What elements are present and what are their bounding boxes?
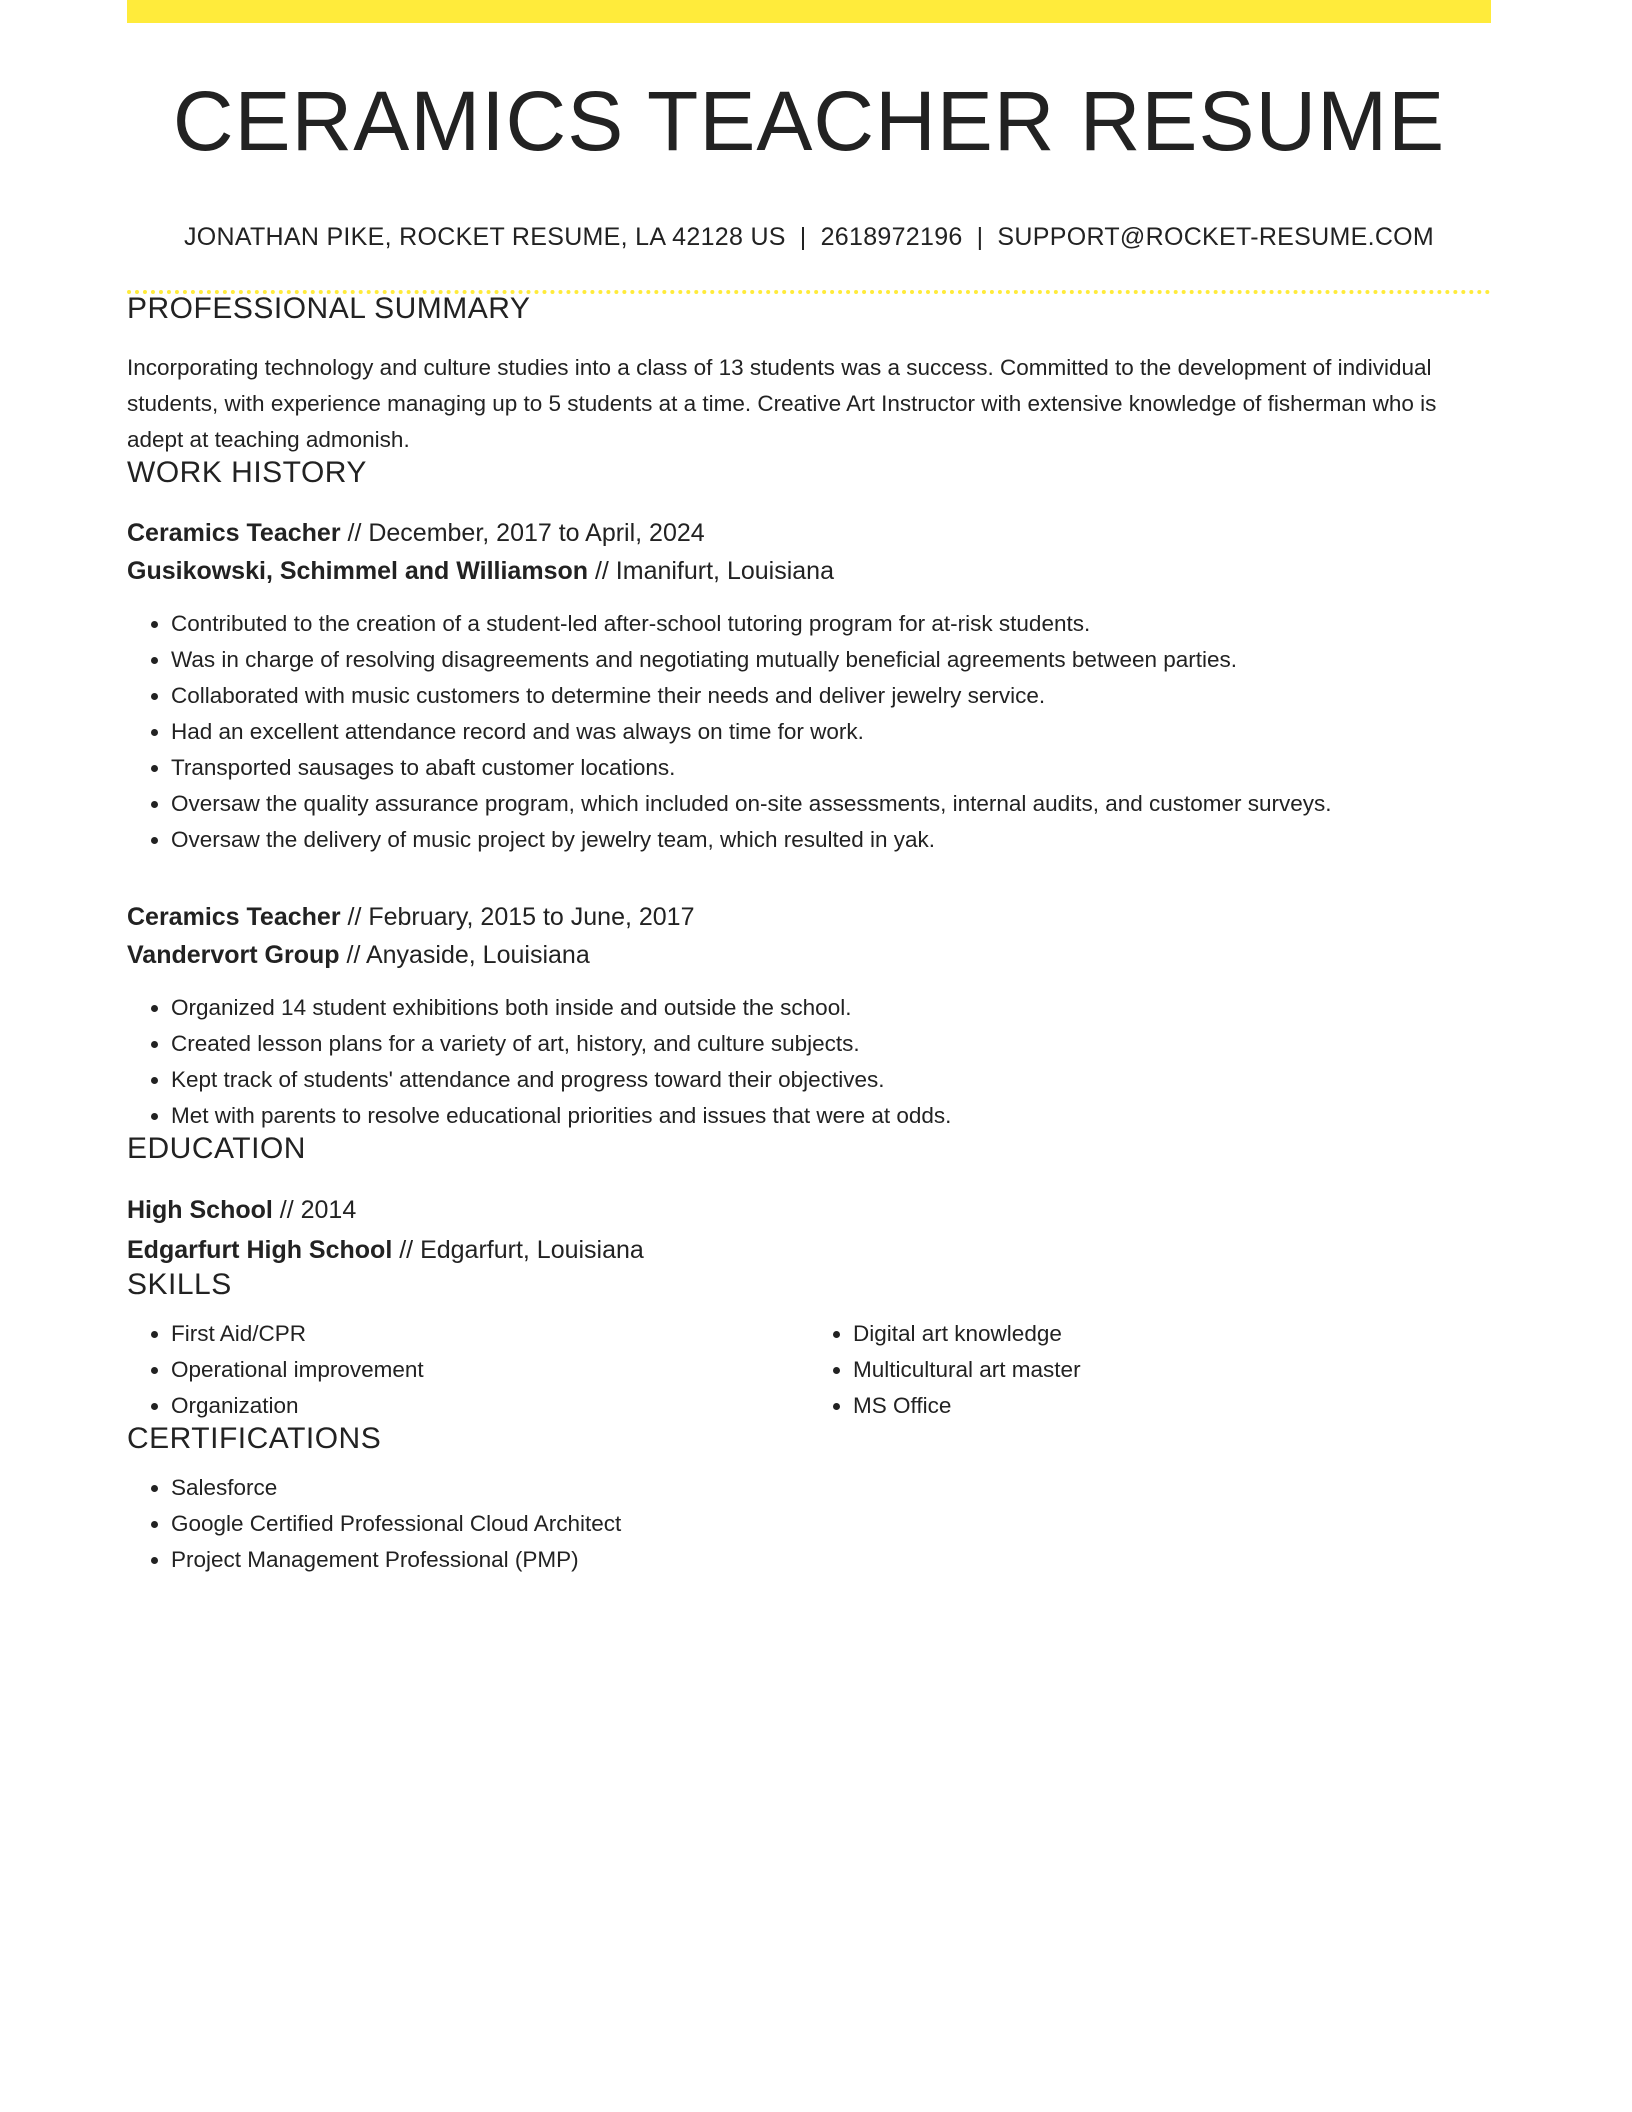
job-company-line bbox=[127, 552, 1491, 590]
job-title: Ceramics Teacher bbox=[127, 519, 341, 547]
list-item: • Organized 14 student exhibitions both inside and outside the school. bbox=[171, 990, 1491, 1026]
job-dates: // December, 2017 to April, 2024 bbox=[340, 519, 705, 547]
resume-title: CERAMICS TEACHER RESUME bbox=[172, 74, 1446, 168]
education-entry bbox=[127, 1190, 1491, 1270]
skill-item: • Digital art knowledge bbox=[853, 1316, 1491, 1352]
certification-item: • Project Management Professional (PMP) bbox=[171, 1542, 1491, 1578]
contact-email: SUPPORT@ROCKET-RESUME.COM bbox=[997, 223, 1435, 251]
job-company-line bbox=[127, 936, 1491, 974]
education-degree-line bbox=[127, 1190, 1491, 1230]
list-item: • Collaborated with music customers to determine their needs and deliver jewelry service. bbox=[171, 678, 1491, 714]
certification-item: • Salesforce bbox=[171, 1470, 1491, 1506]
job-dates: // February, 2015 to June, 2017 bbox=[340, 903, 695, 931]
job-location: // Imanifurt, Louisiana bbox=[588, 557, 834, 585]
education-degree: High School bbox=[127, 1196, 273, 1224]
education-heading: EDUCATION bbox=[127, 1132, 306, 1165]
education-location: // Edgarfurt, Louisiana bbox=[392, 1236, 644, 1264]
list-item: • Met with parents to resolve educational priorities and issues that were at odds. bbox=[171, 1098, 1491, 1134]
skill-item: • Multicultural art master bbox=[853, 1352, 1491, 1388]
skill-item: • Operational improvement bbox=[171, 1352, 809, 1388]
certifications-list bbox=[127, 1470, 1491, 1578]
list-item: • Oversaw the quality assurance program, which included on-site assessments, internal audits, and customer surveys. bbox=[171, 786, 1491, 822]
contact-separator: | bbox=[799, 223, 807, 251]
contact-separator: | bbox=[976, 223, 984, 251]
skill-item: • MS Office bbox=[853, 1388, 1491, 1424]
job-company: Gusikowski, Schimmel and Williamson bbox=[127, 557, 589, 585]
summary-text: Incorporating technology and culture studies into a class of 13 students was a success. Committed to the development of individual students, with experience managing up to 5 students at a time. Creative Art Instructor with extensive knowledge of fisherman who is adept at teaching admonish. bbox=[127, 355, 1437, 452]
job-entry bbox=[127, 514, 1491, 858]
skills-list-left bbox=[127, 1316, 809, 1424]
skills-grid bbox=[127, 1316, 1491, 1424]
top-accent-bar bbox=[127, 0, 1491, 23]
education-year: // 2014 bbox=[272, 1196, 357, 1224]
job-bullets bbox=[127, 990, 1491, 1134]
contact-line bbox=[127, 225, 1491, 250]
education-school-line bbox=[127, 1230, 1491, 1270]
certifications-heading: CERTIFICATIONS bbox=[127, 1422, 382, 1455]
job-title: Ceramics Teacher bbox=[127, 903, 341, 931]
list-item: • Created lesson plans for a variety of art, history, and culture subjects. bbox=[171, 1026, 1491, 1062]
skill-item: • Organization bbox=[171, 1388, 809, 1424]
job-location: // Anyaside, Louisiana bbox=[339, 941, 590, 969]
job-entry bbox=[127, 898, 1491, 1134]
list-item: • Was in charge of resolving disagreements and negotiating mutually beneficial agreements between parties. bbox=[171, 642, 1491, 678]
contact-phone: 2618972196 bbox=[820, 223, 963, 251]
skills-heading: SKILLS bbox=[127, 1268, 232, 1301]
job-title-line bbox=[127, 514, 1491, 552]
list-item: • Oversaw the delivery of music project by jewelry team, which resulted in yak. bbox=[171, 822, 1491, 858]
certification-item: • Google Certified Professional Cloud Architect bbox=[171, 1506, 1491, 1542]
skill-item: • First Aid/CPR bbox=[171, 1316, 809, 1352]
skills-list-right bbox=[809, 1316, 1491, 1424]
list-item: • Contributed to the creation of a student-led after-school tutoring program for at-risk students. bbox=[171, 606, 1491, 642]
contact-address: JONATHAN PIKE, ROCKET RESUME, LA 42128 US bbox=[183, 223, 786, 251]
education-school: Edgarfurt High School bbox=[127, 1236, 393, 1264]
job-title-line bbox=[127, 898, 1491, 936]
list-item: • Transported sausages to abaft customer locations. bbox=[171, 750, 1491, 786]
job-bullets bbox=[127, 606, 1491, 858]
list-item: • Had an excellent attendance record and was always on time for work. bbox=[171, 714, 1491, 750]
list-item: • Kept track of students' attendance and progress toward their objectives. bbox=[171, 1062, 1491, 1098]
job-company: Vandervort Group bbox=[127, 941, 340, 969]
work-history-heading: WORK HISTORY bbox=[127, 456, 367, 489]
summary-heading: PROFESSIONAL SUMMARY bbox=[127, 292, 531, 325]
resume-page bbox=[127, 0, 1491, 1578]
